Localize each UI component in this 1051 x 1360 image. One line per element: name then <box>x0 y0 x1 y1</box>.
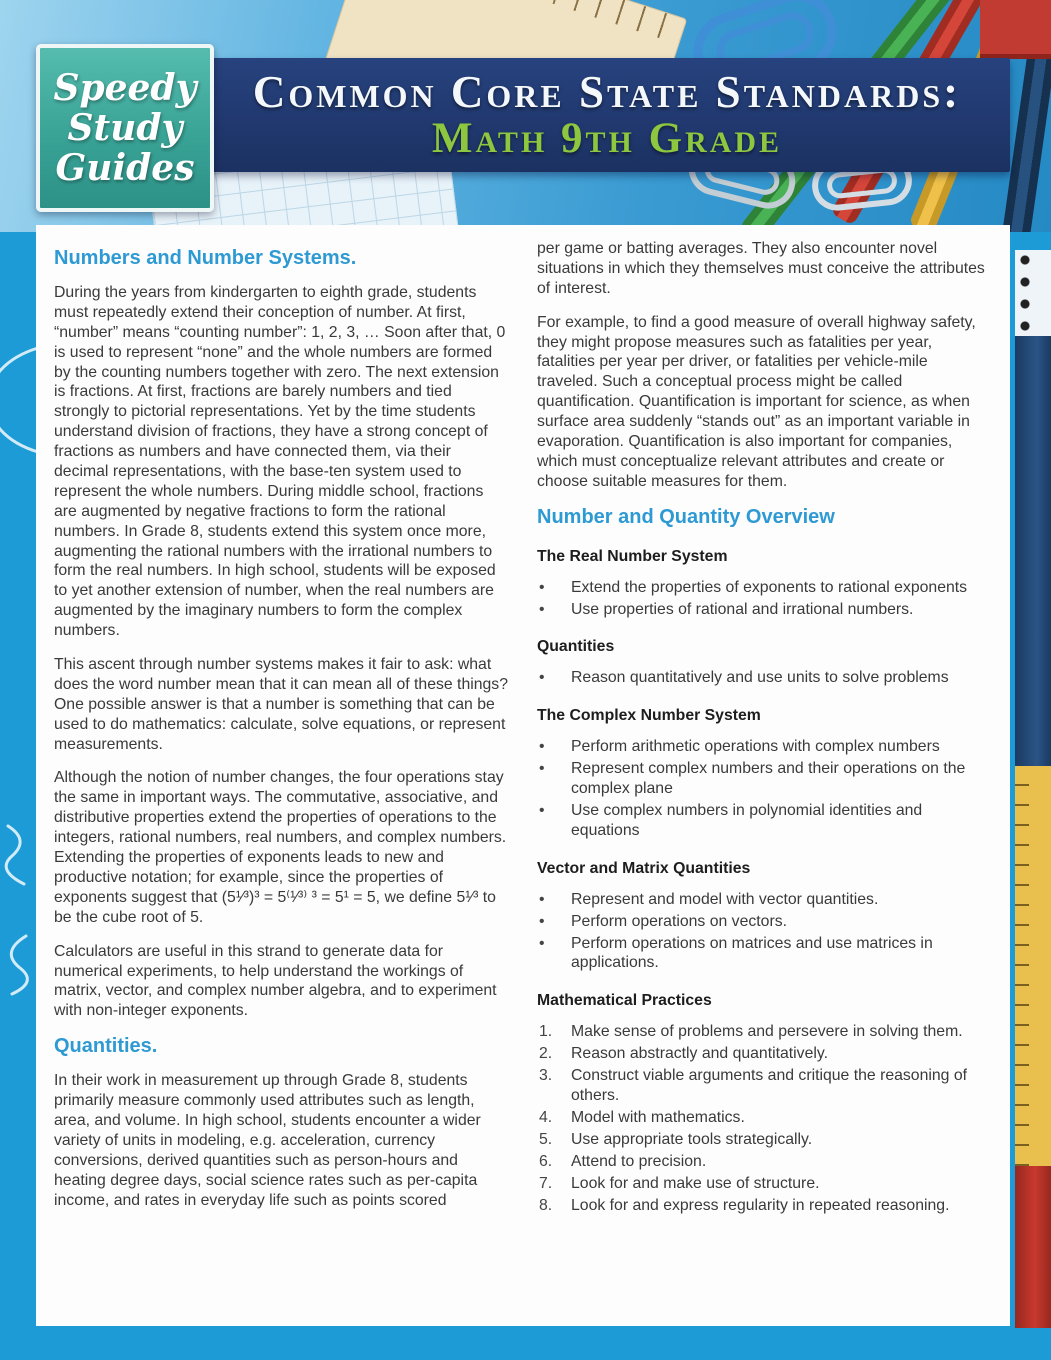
list-item-text: Use complex numbers in polynomial identities and equations <box>571 802 923 839</box>
list-item-text: Use appropriate tools strategically. <box>571 1130 813 1148</box>
list-item-text: Attend to precision. <box>571 1152 707 1170</box>
chalk-doodle-icon <box>0 340 40 460</box>
section-heading: Number and Quantity Overview <box>537 505 835 528</box>
two-column-layout <box>36 225 1010 1230</box>
speedy-study-guides-logo <box>36 44 214 212</box>
list-item-text: Reason quantitatively and use units to solve problems <box>571 669 949 687</box>
content-panel <box>36 225 1010 1326</box>
list-item <box>537 934 992 974</box>
list-item-text: Model with mathematics. <box>571 1108 745 1126</box>
list-number: 6. <box>539 1152 553 1170</box>
numbered-list <box>537 1022 992 1215</box>
bullet-list <box>537 890 992 974</box>
yellow-ruler-decoration <box>1015 766 1051 1166</box>
bullet-icon: • <box>539 802 545 820</box>
sub-heading: Quantities <box>537 638 615 656</box>
bullet-list <box>537 578 992 620</box>
list-item-text: Perform operations on matrices and use matrices in applications. <box>571 934 933 972</box>
list-item <box>537 890 992 910</box>
list-item <box>537 759 992 799</box>
logo-line: Study <box>67 106 183 149</box>
paragraph: per game or batting averages. They also encounter novel situations in which they themselves must conceive the attributes of interest. <box>537 240 985 297</box>
list-item-text: Represent complex numbers and their operations on the complex plane <box>571 760 966 798</box>
bullet-list <box>537 668 992 688</box>
sub-heading: Mathematical Practices <box>537 992 712 1010</box>
list-item <box>537 668 992 688</box>
list-item-text: Perform arithmetic operations with complex numbers <box>571 738 940 756</box>
right-edge-decorations <box>1009 232 1051 1328</box>
list-item <box>537 1108 992 1128</box>
section-heading: Quantities. <box>54 1035 158 1058</box>
list-number: 2. <box>539 1045 553 1063</box>
bullet-icon: • <box>539 934 545 952</box>
paragraph: Calculators are useful in this strand to generate data for numerical experiments, to help understand the workings of matrix, vector, and complex number algebra, and to experiment with non-integer exponents. <box>54 942 497 1020</box>
list-item <box>537 1152 992 1172</box>
list-item <box>537 1130 992 1150</box>
chalk-doodle-icon <box>0 820 34 890</box>
list-item-text: Use properties of rational and irrational numbers. <box>571 600 914 618</box>
list-item-text: Look for and make use of structure. <box>571 1174 820 1192</box>
paragraph: For example, to find a good measure of overall highway safety, they might propose measures such as fatalities per year, fatalities per year per driver, or fatalities per vehicle-mile traveled. Such a conceptual process might be called quantification. Quantification is important for science, as when surface area suddenly “stands out” as an important variable in evaporation. Quantification is also important for companies, which must conceptualize relevant attributes and create or choose suitable measures for them. <box>537 313 976 490</box>
bullet-icon: • <box>539 669 545 687</box>
list-item <box>537 1044 992 1064</box>
list-number: 4. <box>539 1108 553 1126</box>
list-item-text: Construct viable arguments and critique the reasoning of others. <box>571 1067 968 1105</box>
navy-pencil-decoration <box>1015 336 1051 766</box>
red-book-decoration <box>980 0 1051 59</box>
paragraph: Although the notion of number changes, the four operations stay the same in important ways. The commutative, associative, and distributive properties extend the properties of operations to the integers, rational numbers, real numbers, and complex numbers. Extending the properties of exponents leads to new and productive notation; for example, since the properties of exponents suggest that (5¹⁄³)³ = 5⁽¹⁄³⁾ ³ = 5¹ = 5, we define 5¹⁄³ to be the cube root of 5. <box>54 769 507 926</box>
list-item-text: Represent and model with vector quantities. <box>571 890 879 908</box>
list-item <box>537 1022 992 1042</box>
list-item <box>537 578 992 598</box>
list-item <box>537 1196 992 1216</box>
bullet-icon: • <box>539 890 545 908</box>
right-column <box>537 239 992 1230</box>
page-subtitle: Math 9th Grade <box>431 115 783 163</box>
bullet-icon: • <box>539 600 545 618</box>
list-item <box>537 737 992 757</box>
list-item-text: Extend the properties of exponents to rational exponents <box>571 578 968 596</box>
bullet-list <box>537 737 992 840</box>
chalk-doodle-icon <box>0 930 34 1000</box>
spiral-notebook-decoration <box>1015 250 1051 336</box>
bullet-icon: • <box>539 760 545 778</box>
paragraph: This ascent through number systems makes it fair to ask: what does the word number mean that it can mean all of these things? One possible answer is that a number is something that can be used to do mathematics: calculate, solve equations, or represent measurements. <box>54 656 508 753</box>
list-number: 7. <box>539 1174 553 1192</box>
list-number: 3. <box>539 1067 553 1085</box>
list-number: 1. <box>539 1023 553 1041</box>
logo-line: Guides <box>55 147 195 190</box>
list-number: 5. <box>539 1130 553 1148</box>
red-pencil-decoration <box>1015 1166 1051 1328</box>
sub-heading: The Complex Number System <box>537 707 761 725</box>
left-column <box>54 239 509 1230</box>
paragraph: During the years from kindergarten to eighth grade, students must repeatedly extend their conception of number. At first, “number” means “counting number”: 1, 2, 3, … Soon after that, 0 is used to represent “none” and the whole numbers are formed by the counting numbers together with zero. The next extension is fractions. At first, fractions are barely numbers and tied strongly to pictorial representations. Yet by the time students understand division of fractions, they have a strong concept of fractions as numbers and have connected them, via their decimal representations, with the base-ten system used to represent the whole numbers. During middle school, fractions are augmented by negative fractions to form the rational numbers. In Grade 8, students extend this system once more, augmenting the rational numbers with the irrational numbers to form the real numbers. In high school, students will be exposed to yet another extension of number, when the real numbers are augmented by the imaginary numbers to form the complex numbers. <box>54 284 506 640</box>
bullet-icon: • <box>539 578 545 596</box>
bullet-icon: • <box>539 738 545 756</box>
list-item-text: Perform operations on vectors. <box>571 912 787 930</box>
list-item-text: Make sense of problems and persevere in solving them. <box>571 1023 963 1041</box>
list-item <box>537 600 992 620</box>
list-item <box>537 1066 992 1106</box>
list-item <box>537 1174 992 1194</box>
list-item <box>537 912 992 932</box>
bullet-icon: • <box>539 912 545 930</box>
paragraph: In their work in measurement up through Grade 8, students primarily measure commonly used attributes such as length, area, and volume. In high school, students encounter a wider variety of units in modeling, e.g. acceleration, currency conversions, derived quantities such as person-hours and heating degree days, social science rates such as per-capita income, and rates in everyday life such as points scored <box>54 1072 481 1209</box>
title-banner <box>204 58 1010 172</box>
page-title: Common Core State Standards: <box>252 66 962 117</box>
logo-line: Speedy <box>53 66 197 109</box>
sub-heading: The Real Number System <box>537 547 728 565</box>
section-heading: Numbers and Number Systems. <box>54 247 357 269</box>
sub-heading: Vector and Matrix Quantities <box>537 859 751 877</box>
list-item-text: Reason abstractly and quantitatively. <box>571 1045 828 1063</box>
list-item-text: Look for and express regularity in repeated reasoning. <box>571 1196 950 1214</box>
list-number: 8. <box>539 1196 553 1214</box>
list-item <box>537 801 992 841</box>
